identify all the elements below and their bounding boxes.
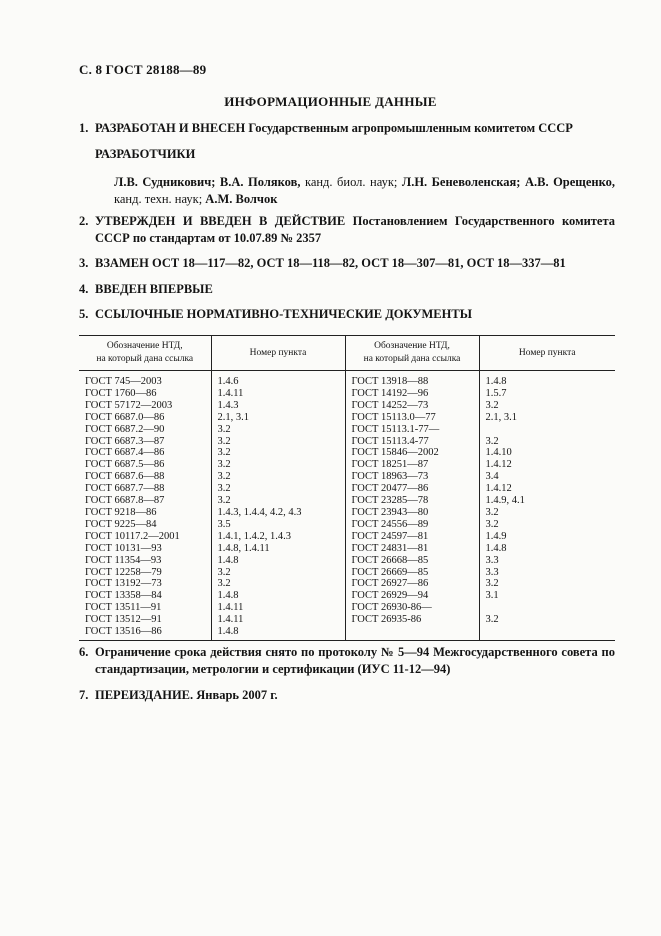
item-2-number: 2. (79, 214, 89, 228)
ref-doc-right: ГОСТ 24831—81 (345, 543, 479, 555)
ref-item-right (479, 602, 615, 614)
ref-doc-right: ГОСТ 26935-86 (345, 614, 479, 626)
ref-item-right: 3.4 (479, 471, 615, 483)
table-row (79, 412, 615, 424)
ref-item-left: 1.4.11 (211, 388, 345, 400)
ref-item-left: 1.4.6 (211, 371, 345, 388)
header-item-right: Номер пункта (479, 336, 615, 371)
ref-item-left: 3.2 (211, 483, 345, 495)
item-4-number: 4. (79, 282, 89, 296)
developers-heading-row (79, 146, 615, 163)
ref-item-left: 3.2 (211, 459, 345, 471)
table-row (79, 388, 615, 400)
references-table (79, 335, 615, 641)
item-5-number: 5. (79, 307, 89, 321)
ref-doc-left: ГОСТ 9225—84 (85, 518, 157, 530)
ref-doc-right: ГОСТ 26668—85 (345, 555, 479, 567)
ref-doc-right: ГОСТ 24556—89 (345, 519, 479, 531)
table-row (79, 483, 615, 495)
ref-item-right: 3.2 (479, 614, 615, 626)
table-header-row (79, 336, 615, 371)
table-row (79, 531, 615, 543)
developer-name: А.М. Волчок (205, 192, 278, 206)
developer-name: В.А. Поляков, (219, 175, 301, 189)
item-4 (79, 281, 615, 298)
ref-item-left: 1.4.11 (211, 602, 345, 614)
table-row (79, 602, 615, 614)
ref-doc-left: ГОСТ 10117.2—2001 (85, 530, 180, 542)
developer-degree: канд. техн. наук; (114, 192, 203, 206)
ref-doc-right: ГОСТ 14252—73 (345, 400, 479, 412)
ref-doc-right: ГОСТ 18251—87 (345, 459, 479, 471)
ref-item-left: 3.2 (211, 567, 345, 579)
developer-name: А.В. Орещенко, (524, 175, 616, 189)
ref-doc-left: ГОСТ 12258—79 (85, 566, 162, 578)
developers-list (114, 174, 615, 208)
table-row (79, 371, 615, 388)
header-item-left: Номер пункта (211, 336, 345, 371)
table-row (79, 495, 615, 507)
ref-doc-left: ГОСТ 1760—86 (85, 387, 157, 399)
table-row (79, 614, 615, 626)
item-6-number: 6. (79, 645, 89, 659)
ref-doc-left: ГОСТ 57172—2003 (85, 399, 173, 411)
item-6 (79, 644, 615, 678)
ref-item-right: 1.4.12 (479, 459, 615, 471)
ref-item-left: 2.1, 3.1 (211, 412, 345, 424)
ref-item-left: 3.5 (211, 519, 345, 531)
ref-doc-right: ГОСТ 23285—78 (345, 495, 479, 507)
ref-doc-left: ГОСТ 9218—86 (85, 506, 157, 518)
ref-item-right: 3.2 (479, 519, 615, 531)
table-row (79, 436, 615, 448)
ref-doc-left: ГОСТ 6687.3—87 (85, 435, 165, 447)
item-4-bold: ВВЕДЕН ВПЕРВЫЕ (95, 282, 213, 296)
item-7 (79, 687, 615, 704)
table-body (79, 371, 615, 641)
table-row (79, 447, 615, 459)
header-doc-left: Обозначение НТД, на который дана ссылка (79, 336, 211, 371)
ref-doc-left: ГОСТ 6687.7—88 (85, 483, 165, 495)
ref-item-left: 3.2 (211, 424, 345, 436)
developer-name: Л.В. Судникович; (114, 175, 216, 189)
item-1-number: 1. (79, 121, 89, 135)
developers-heading: РАЗРАБОТЧИКИ (95, 147, 196, 161)
ref-item-left: 1.4.8 (211, 626, 345, 640)
ref-doc-right: ГОСТ 18963—73 (345, 471, 479, 483)
ref-doc-right: ГОСТ 26669—85 (345, 567, 479, 579)
ref-item-right: 3.1 (479, 590, 615, 602)
developer-degree: канд. биол. наук; (304, 175, 398, 189)
ref-item-right: 3.2 (479, 436, 615, 448)
ref-item-right: 1.4.10 (479, 447, 615, 459)
ref-item-right: 1.4.12 (479, 483, 615, 495)
ref-item-right: 3.2 (479, 578, 615, 590)
table-row (79, 459, 615, 471)
table-row (79, 424, 615, 436)
ref-doc-right: ГОСТ 20477—86 (345, 483, 479, 495)
ref-doc-right: ГОСТ 15846—2002 (345, 447, 479, 459)
developer-name: Л.Н. Беневоленская; (401, 175, 521, 189)
ref-doc-left: ГОСТ 11354—93 (85, 554, 162, 566)
item-2-text: Постановлением Государственного комитета СССР по стандартам от 10.07.89 № 2357 (95, 214, 616, 245)
item-1-bold: РАЗРАБОТАН И ВНЕСЕН (95, 121, 246, 135)
item-3-bold: ВЗАМЕН (95, 256, 149, 270)
ref-doc-right (345, 626, 479, 640)
ref-doc-left: ГОСТ 13512—91 (85, 614, 162, 626)
ref-item-right: 3.2 (479, 400, 615, 412)
ref-doc-left: ГОСТ 6687.2—90 (85, 423, 165, 435)
ref-doc-left: ГОСТ 13511—91 (85, 602, 162, 614)
item-1 (79, 120, 615, 137)
ref-doc-left: ГОСТ 6687.8—87 (85, 495, 165, 507)
ref-item-left: 1.4.3 (211, 400, 345, 412)
ref-doc-right: ГОСТ 14192—96 (345, 388, 479, 400)
item-3 (79, 255, 615, 272)
ref-doc-right: ГОСТ 15113.1-77— (345, 424, 479, 436)
ref-doc-left: ГОСТ 6687.0—86 (85, 411, 165, 423)
table-row (79, 543, 615, 555)
ref-doc-right: ГОСТ 13918—88 (345, 371, 479, 388)
table-row (79, 400, 615, 412)
header-doc-right: Обозначение НТД, на который дана ссылка (345, 336, 479, 371)
table-row (79, 567, 615, 579)
ref-doc-right: ГОСТ 23943—80 (345, 507, 479, 519)
ref-doc-right: ГОСТ 26930-86— (345, 602, 479, 614)
item-7-text: ПЕРЕИЗДАНИЕ. Январь 2007 г. (95, 688, 278, 702)
page-header: С. 8 ГОСТ 28188—89 (79, 62, 207, 77)
ref-item-left: 3.2 (211, 447, 345, 459)
ref-doc-left: ГОСТ 13516—86 (79, 626, 211, 640)
ref-doc-right: ГОСТ 26927—86 (345, 578, 479, 590)
ref-doc-left: ГОСТ 10131—93 (85, 542, 162, 554)
ref-item-right (479, 626, 615, 640)
ref-doc-right: ГОСТ 26929—94 (345, 590, 479, 602)
ref-item-left: 3.2 (211, 495, 345, 507)
ref-item-right: 1.5.7 (479, 388, 615, 400)
ref-doc-left: ГОСТ 6687.5—86 (85, 459, 165, 471)
item-3-number: 3. (79, 256, 89, 270)
ref-item-left: 3.2 (211, 436, 345, 448)
item-3-text: ОСТ 18—117—82, ОСТ 18—118—82, ОСТ 18—307—81, ОСТ 18—337—81 (151, 256, 566, 270)
table-row (79, 519, 615, 531)
section-title: ИНФОРМАЦИОННЫЕ ДАННЫЕ (224, 94, 437, 109)
item-2-bold: УТВЕРЖДЕН И ВВЕДЕН В ДЕЙСТВИЕ (95, 214, 346, 228)
ref-doc-right: ГОСТ 24597—81 (345, 531, 479, 543)
ref-item-right: 1.4.9 (479, 531, 615, 543)
ref-doc-left: ГОСТ 745—2003 (85, 376, 162, 387)
item-7-number: 7. (79, 688, 89, 702)
ref-item-right: 1.4.8 (479, 371, 615, 388)
table-row (79, 590, 615, 602)
item-1-text: Государственным агропромышленным комитетом СССР (248, 121, 573, 135)
item-5-bold: ССЫЛОЧНЫЕ НОРМАТИВНО-ТЕХНИЧЕСКИЕ ДОКУМЕНТЫ (95, 307, 472, 321)
table-row (79, 471, 615, 483)
ref-item-right: 3.3 (479, 555, 615, 567)
ref-item-left: 1.4.8, 1.4.11 (211, 543, 345, 555)
table-row (79, 555, 615, 567)
table-row (79, 507, 615, 519)
ref-item-right: 3.2 (479, 507, 615, 519)
table-row (79, 578, 615, 590)
ref-item-left: 1.4.8 (211, 555, 345, 567)
ref-item-right: 3.3 (479, 567, 615, 579)
table-row (79, 626, 615, 640)
ref-item-left: 1.4.1, 1.4.2, 1.4.3 (211, 531, 345, 543)
ref-doc-left: ГОСТ 6687.4—86 (85, 447, 165, 459)
ref-item-right: 1.4.9, 4.1 (479, 495, 615, 507)
ref-item-left: 3.2 (211, 578, 345, 590)
ref-doc-right: ГОСТ 15113.4-77 (345, 436, 479, 448)
ref-item-left: 3.2 (211, 471, 345, 483)
ref-item-right: 2.1, 3.1 (479, 412, 615, 424)
ref-doc-right: ГОСТ 15113.0—77 (345, 412, 479, 424)
ref-item-left: 1.4.11 (211, 614, 345, 626)
ref-doc-left: ГОСТ 6687.6—88 (85, 471, 165, 483)
ref-item-right (479, 424, 615, 436)
item-5 (79, 306, 615, 323)
ref-item-left: 1.4.3, 1.4.4, 4.2, 4.3 (211, 507, 345, 519)
ref-item-left: 1.4.8 (211, 590, 345, 602)
ref-item-right: 1.4.8 (479, 543, 615, 555)
ref-doc-left: ГОСТ 13358—84 (85, 590, 162, 602)
item-2 (79, 213, 615, 247)
ref-doc-left: ГОСТ 13192—73 (85, 578, 162, 590)
item-6-text: Ограничение срока действия снято по протоколу № 5—94 Межгосударственного совета по стандартизации, метрологии и сертификации (ИУС 11-12—94) (95, 645, 615, 676)
